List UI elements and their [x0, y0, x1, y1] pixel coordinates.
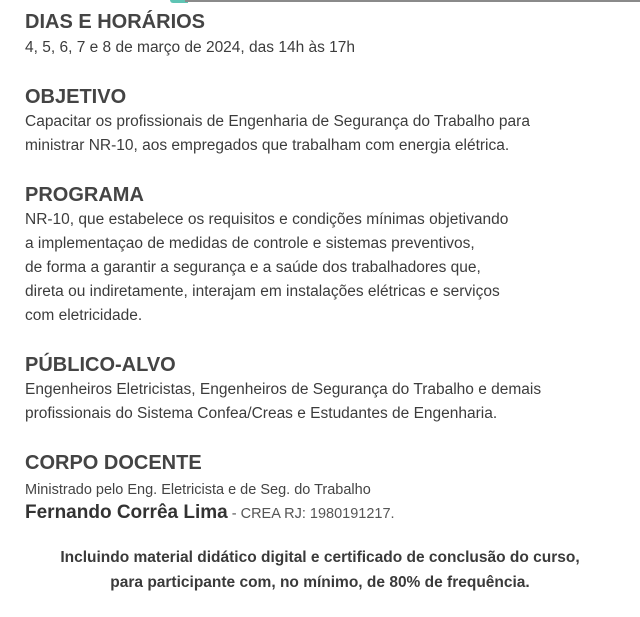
dias-line: 4, 5, 6, 7 e 8 de março de 2024, das 14h às 17h: [25, 39, 356, 56]
programa-line: de forma a garantir a segurança e a saúde dos trabalhadores que,: [25, 259, 481, 276]
section-title-programa: PROGRAMA: [25, 184, 144, 206]
section-body-programa: [25, 208, 625, 328]
publico-line: Engenheiros Eletricistas, Engenheiros de Segurança do Trabalho e demais: [25, 381, 542, 398]
section-title-publico: PÚBLICO-ALVO: [25, 354, 176, 376]
programa-line: NR-10, que estabelece os requisitos e condições mínimas objetivando: [25, 211, 509, 228]
section-body-dias: [25, 36, 625, 60]
programa-line: direta ou indiretamente, interajam em instalações elétricas e serviços: [25, 283, 500, 300]
course-info: [25, 11, 625, 527]
section-title-objetivo: OBJETIVO: [25, 86, 127, 108]
publico-line: profissionais do Sistema Confea/Creas e Estudantes de Engenharia.: [25, 405, 498, 422]
objetivo-line: Capacitar os profissionais de Engenharia de Segurança do Trabalho para: [25, 113, 530, 130]
docente-name: Fernando Corrêa Lima: [25, 502, 228, 523]
section-title-docente: CORPO DOCENTE: [25, 452, 202, 474]
footer-note: [0, 545, 640, 595]
docente-description: Ministrado pelo Eng. Eletricista e de Seg. do Trabalho: [25, 482, 371, 498]
docente-crea: - CREA RJ: 1980191217.: [227, 506, 395, 522]
objetivo-line: ministrar NR-10, aos empregados que trabalham com energia elétrica.: [25, 137, 510, 154]
top-divider-line: [185, 0, 640, 2]
section-title-dias: DIAS E HORÁRIOS: [25, 11, 206, 33]
footer-line: Incluindo material didático digital e certificado de conclusão do curso,: [60, 549, 580, 566]
programa-line: a implementaçao de medidas de controle e sistemas preventivos,: [25, 235, 475, 252]
section-corpo-docente: [25, 452, 625, 527]
programa-line: com eletricidade.: [25, 307, 143, 324]
footer-line: para participante com, no mínimo, de 80% de frequência.: [110, 574, 530, 591]
section-publico-alvo: [25, 354, 625, 426]
section-objetivo: [25, 86, 625, 158]
top-border-decoration: [0, 0, 640, 3]
section-dias-horarios: [25, 11, 625, 60]
docente-identity: [25, 500, 625, 527]
section-body-publico: [25, 378, 625, 426]
section-programa: [25, 184, 625, 328]
section-body-objetivo: [25, 110, 625, 158]
